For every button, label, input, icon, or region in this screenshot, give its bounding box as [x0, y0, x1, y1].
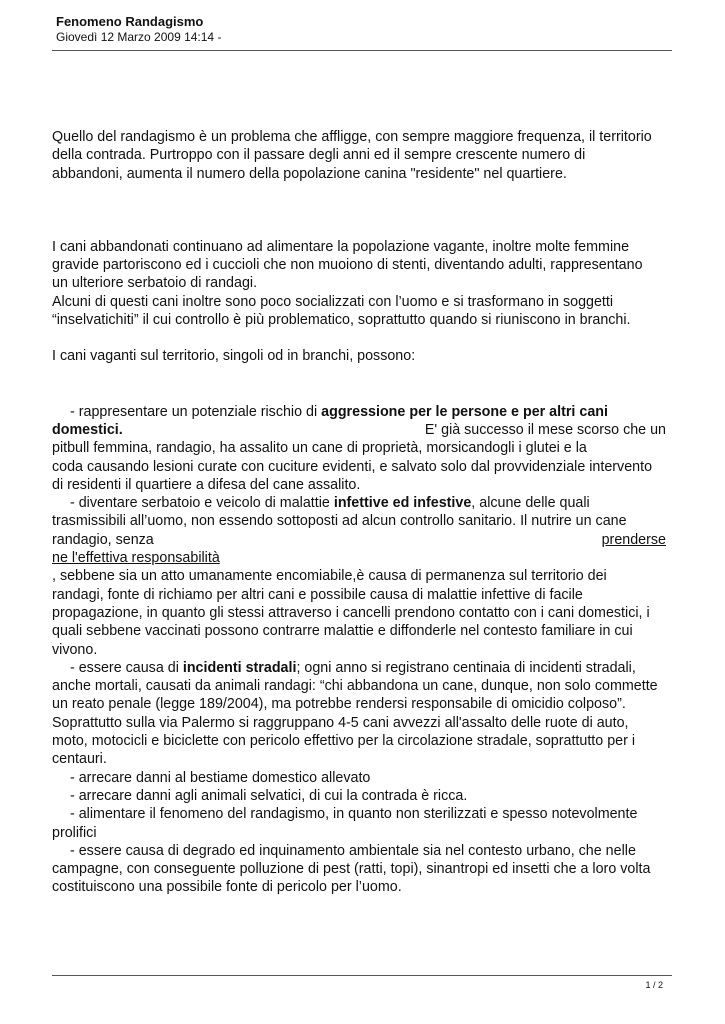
- text-span: randagio, senza: [52, 531, 154, 548]
- text-line: quali sebbene vaccinati possono contrarre malattie e diffonderle nel contesto familiare in cui: [52, 623, 633, 640]
- document-title: Fenomeno Randagismo: [56, 14, 204, 29]
- text-line: - essere causa di degrado ed inquinamento ambientale sia nel contesto urbano, che nelle: [70, 842, 636, 859]
- text-line: gravide partoriscono ed i cuccioli che non muoiono di stenti, diventando adulti, rappresentano: [52, 257, 643, 274]
- document-date: Giovedì 12 Marzo 2009 14:14 -: [56, 30, 222, 44]
- text-line: I cani abbandonati continuano ad alimentare la popolazione vagante, inoltre molte femmine: [52, 238, 630, 255]
- text-line: randagi, fonte di richiamo per altri cani e possibile causa di malattie infettive di facile: [52, 586, 583, 603]
- text-span: - diventare serbatoio e veicolo di malattie: [70, 495, 334, 512]
- text-line: campagne, con conseguente polluzione di pest (ratti, topi), sinantropi ed insetti che a loro volta: [52, 861, 651, 878]
- text-line: costituiscono una possibile fonte di pericolo per l’uomo.: [52, 879, 402, 896]
- header-divider: [52, 50, 672, 51]
- text-line: centauri.: [52, 751, 107, 768]
- text-line: trasmissibili all’uomo, non essendo sottoposti ad alcun controllo sanitario. Il nutrire un cane: [52, 513, 627, 530]
- document-header: [56, 14, 221, 45]
- list-item: [52, 494, 666, 659]
- paragraph: [52, 128, 666, 183]
- text-line: anche mortali, causati da animali randagi: “chi abbandona un cane, dunque, non solo commette: [52, 678, 658, 695]
- bold-text: infettive ed infestive: [333, 495, 472, 512]
- text-line: un reato penale (legge 189/2004), ma potrebbe rendersi responsabile di omicidio colposo”.: [52, 696, 626, 713]
- text-span: - rappresentare un potenziale rischio di: [70, 403, 322, 420]
- text-line: , sebbene sia un atto umanamente encomiabile,è causa di permanenza sul territorio dei: [52, 568, 607, 585]
- text-line: propagazione, in quanto gli stessi attraverso i cancelli prendono contatto con i cani domestici, i: [52, 604, 650, 621]
- page-number: 1 / 2: [645, 980, 663, 990]
- text-line: coda causando lesioni curate con cuciture evidenti, e salvato solo dal provvidenziale intervento: [52, 458, 653, 475]
- text-line: della contrada. Purtroppo con il passare degli anni ed il sempre crescente numero di: [52, 147, 586, 164]
- bold-text: incidenti stradali: [182, 659, 297, 676]
- list-item: - arrecare danni al bestiame domestico allevato: [70, 769, 371, 786]
- text-span: , alcune delle quali: [471, 495, 590, 512]
- text-line: Alcuni di questi cani inoltre sono poco socializzati con l’uomo e si trasformano in soggetti: [52, 293, 614, 310]
- footer-divider: [52, 975, 672, 976]
- bold-text: aggressione per le persone e per altri cani: [321, 403, 608, 420]
- underlined-text: prenderse: [601, 531, 666, 548]
- text-line: un ulteriore serbatoio di randagi.: [52, 275, 258, 292]
- text-line: pitbull femmina, randagio, ha assalito un cane di proprietà, morsicandogli i glutei e la: [52, 440, 587, 457]
- list-item: [52, 805, 666, 842]
- text-line: Quello del randagismo è un problema che affligge, con sempre maggiore frequenza, il territorio: [52, 129, 652, 145]
- list-item: [52, 659, 666, 769]
- text-line: abbandoni, aumenta il numero della popolazione canina "residente" nel quartiere.: [52, 165, 567, 182]
- text-line: di residenti il quartiere a difesa del cane assalito.: [52, 476, 361, 493]
- text-line: vivono.: [52, 641, 98, 658]
- text-line: prolifici: [52, 824, 97, 841]
- text-line: Soprattutto sulla via Palermo si raggruppano 4-5 cani avvezzi all'assalto delle ruote di auto,: [52, 714, 629, 731]
- list-item: [52, 403, 666, 494]
- bold-text: domestici.: [52, 421, 123, 438]
- text-span: - essere causa di: [70, 659, 183, 676]
- text-span: E' già successo il mese scorso che un: [424, 421, 666, 438]
- text-line: - alimentare il fenomeno del randagismo, in quanto non sterilizzati e spesso notevolmente: [70, 806, 638, 823]
- list-item: - arrecare danni agli animali selvatici, di cui la contrada è ricca.: [70, 787, 468, 804]
- article-body: [52, 128, 666, 897]
- text-span: ; ogni anno si registrano centinaia di incidenti stradali,: [296, 659, 636, 676]
- text-line: moto, motocicli e biciclette con pericolo effettivo per la circolazione stradale, soprattutto per i: [52, 733, 636, 750]
- list-item: [52, 842, 666, 897]
- paragraph: I cani vaganti sul territorio, singoli od in branchi, possono:: [52, 348, 416, 365]
- paragraph: [52, 238, 666, 329]
- text-line: “inselvatichiti” il cui controllo è più problematico, soprattutto quando si riuniscono in branchi.: [52, 312, 631, 329]
- underlined-text: ne l'effettiva responsabilità: [52, 550, 220, 567]
